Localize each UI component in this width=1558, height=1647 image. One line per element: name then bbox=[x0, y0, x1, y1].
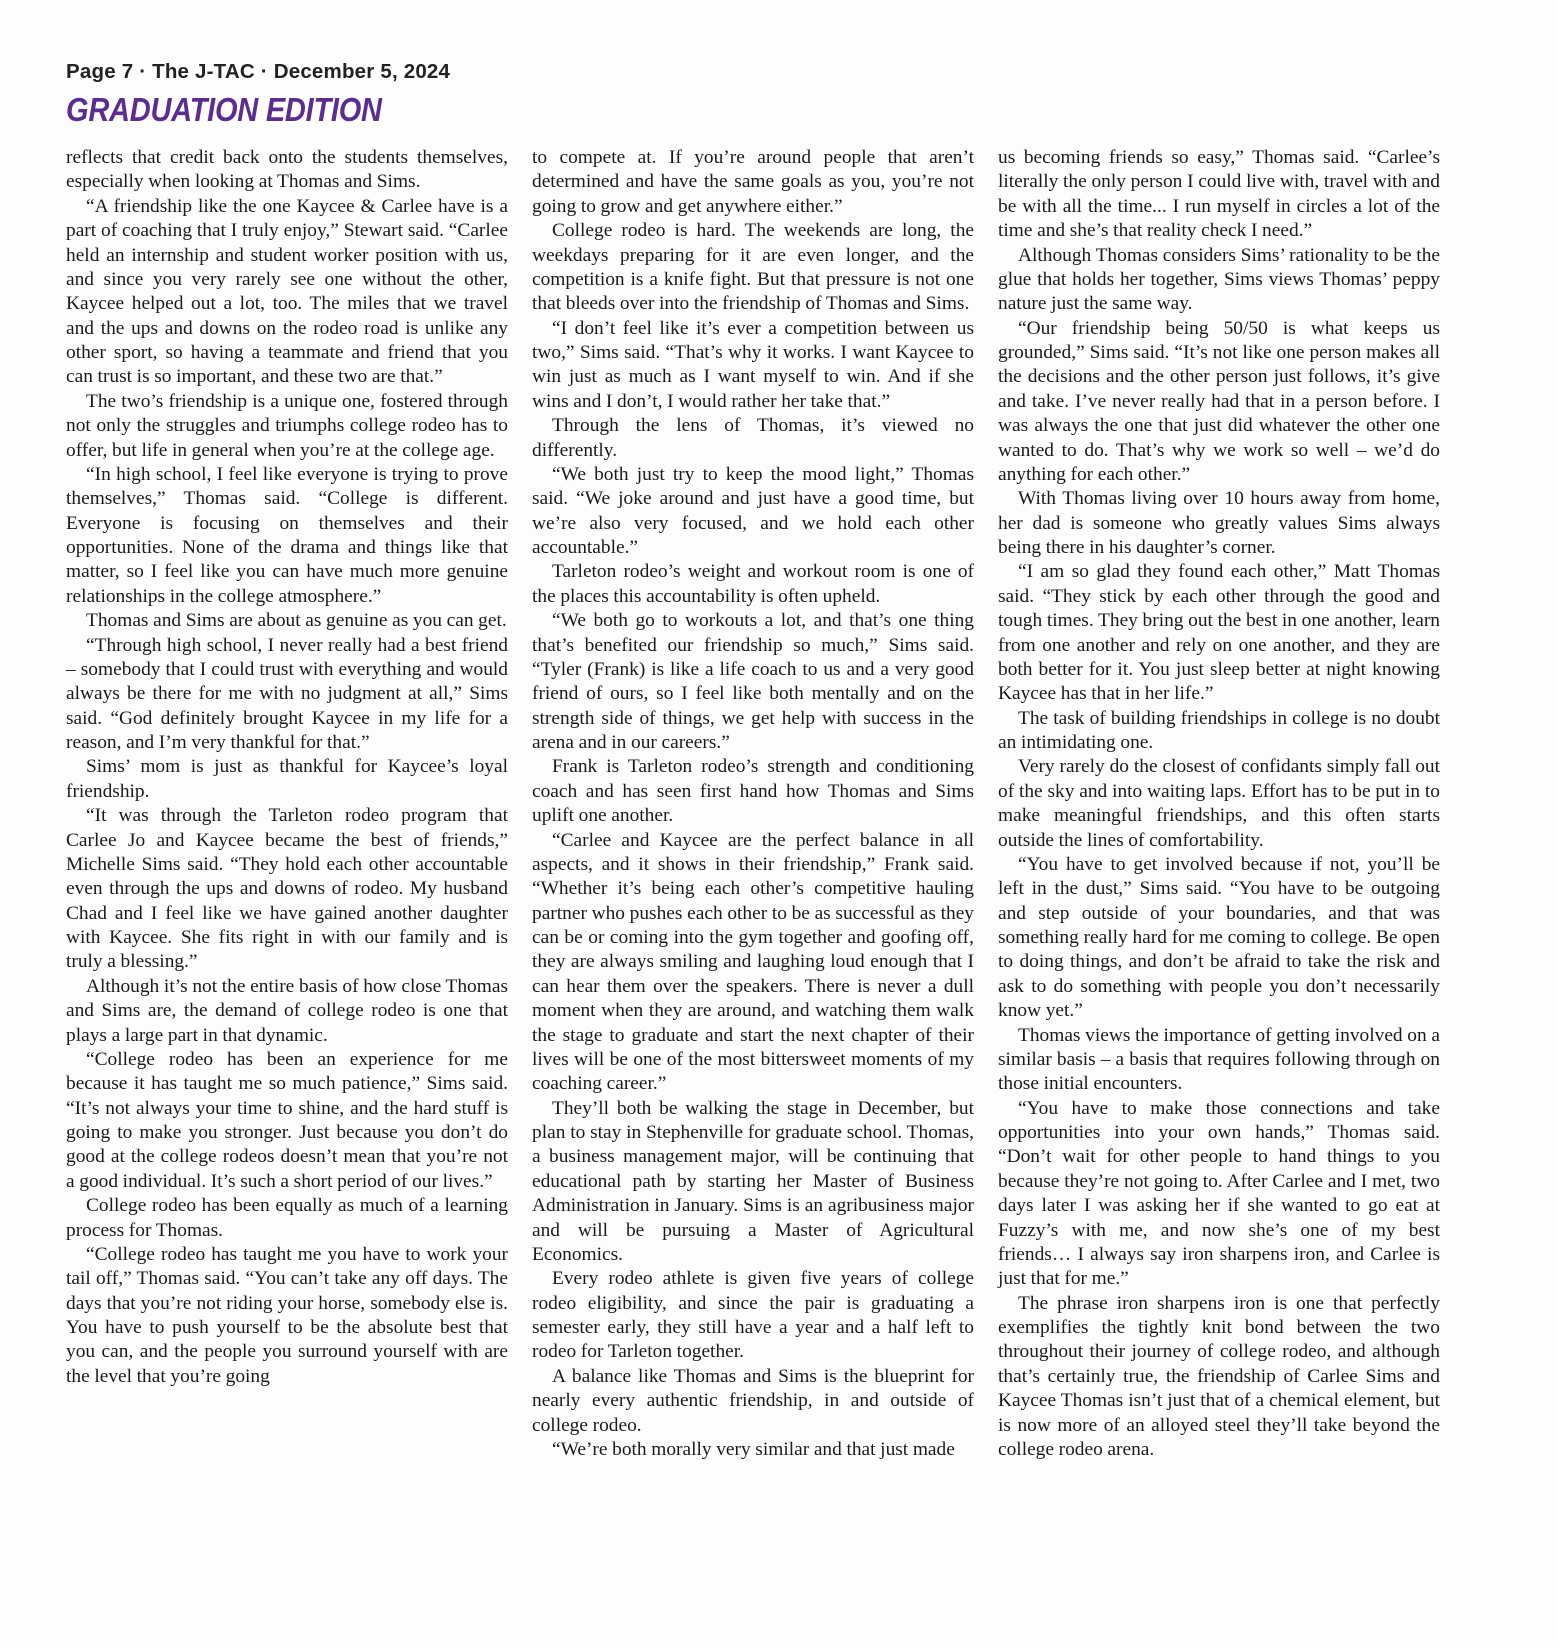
article-paragraph: Every rodeo athlete is given five years of college rodeo eligibility, and since the pair is graduating a semester early, they still have a year and a half left to rodeo for Tarleton together. bbox=[532, 1268, 974, 1363]
article-paragraph: The two’s friendship is a unique one, fostered through not only the struggles and triumphs college rodeo has to offer, but life in general when you’re at the college age. bbox=[66, 390, 508, 461]
article-paragraph: “I am so glad they found each other,” Matt Thomas said. “They stick by each other through the good and tough times. They bring out the best in one another, learn from one another and rely on one another, and they are both better for it. You just sleep better at night knowing Kaycee has that in her life.” bbox=[998, 561, 1440, 705]
article-paragraph: “You have to make those connections and take opportunities into your own hands,” Thomas said. “Don’t wait for other people to hand things to you because they’re not going to. After Carlee and I met, two days later I was asking her if she wanted to go eat at Fuzzy’s with me, and now she’s one of my best friends… I always say iron sharpens iron, and Carlee is just that for me.” bbox=[998, 1097, 1440, 1290]
article-column-2 bbox=[532, 146, 974, 1462]
article-paragraph: Very rarely do the closest of confidants simply fall out of the sky and into waiting laps. Effort has to be put in to make meaningful friendships, and this often starts outside the lines of comfortability. bbox=[998, 756, 1440, 851]
article-paragraph: us becoming friends so easy,” Thomas said. “Carlee’s literally the only person I could live with, travel with and be with all the time... I run myself in circles a lot of the time and she’s that reality check I need.” bbox=[998, 147, 1440, 242]
article-paragraph: “We both just try to keep the mood light,” Thomas said. “We joke around and just have a good time, but we’re also very focused, and we hold each other accountable.” bbox=[532, 463, 974, 558]
article-paragraph: reflects that credit back onto the students themselves, especially when looking at Thomas and Sims. bbox=[66, 147, 508, 193]
article-paragraph: “We’re both morally very similar and that just made bbox=[552, 1438, 955, 1460]
article-columns bbox=[66, 146, 1492, 1606]
article-paragraph: to compete at. If you’re around people that aren’t determined and have the same goals as you, you’re not going to grow and get anywhere either.” bbox=[532, 147, 974, 217]
article-paragraph: The task of building friendships in college is no doubt an intimidating one. bbox=[998, 707, 1440, 753]
article-paragraph: Although Thomas considers Sims’ rationality to be the glue that holds her together, Sims views Thomas’ peppy nature just the same way. bbox=[998, 244, 1440, 315]
article-paragraph: “It was through the Tarleton rodeo program that Carlee Jo and Kaycee became the best of friends,” Michelle Sims said. “They hold each other accountable even through the ups and downs of rodeo. My husband Chad and I feel like we have gained another daughter with Kaycee. She fits right in with our family and is truly a blessing.” bbox=[66, 805, 508, 973]
article-paragraph: “Through high school, I never really had a best friend – somebody that I could trust with everything and would always be there for me with no judgment at all,” Sims said. “God definitely brought Kaycee in my life for a reason, and I’m very thankful for that.” bbox=[66, 634, 508, 753]
article-paragraph: College rodeo is hard. The weekends are long, the weekdays preparing for it are even longer, and the competition is a knife fight. But that pressure is not one that bleeds over into the friendship of Thomas and Sims. bbox=[532, 220, 974, 315]
article-column-1 bbox=[66, 146, 508, 1389]
page-dateline: Page 7 · The J-TAC · December 5, 2024 bbox=[66, 60, 451, 83]
article-paragraph: Although it’s not the entire basis of how close Thomas and Sims are, the demand of college rodeo is one that plays a large part in that dynamic. bbox=[66, 975, 508, 1046]
article-paragraph: “We both go to workouts a lot, and that’s one thing that’s benefited our friendship so much,” Sims said. “Tyler (Frank) is like a life coach to us and a very good friend of ours, so I feel like both mentally and on the strength side of things, we get help with success in the arena and in our careers.” bbox=[532, 610, 974, 753]
section-title: GRADUATION EDITION bbox=[66, 91, 382, 128]
article-paragraph: “College rodeo has been an experience for me because it has taught me so much patience,” Sims said. “It’s not always your time to shine, and the hard stuff is going to make you stronger. Just because you don’t do good at the college rodeos doesn’t mean that you’re not a good individual. It’s such a short period of our lives.” bbox=[66, 1048, 508, 1192]
article-paragraph: “Our friendship being 50/50 is what keeps us grounded,” Sims said. “It’s not like one person makes all the decisions and the other person just follows, it’s give and take. I’ve never really had that in a person before. I was always the one that just did whatever the other one wanted to do. That’s why we work so well – we’d do anything for each other.” bbox=[998, 317, 1440, 485]
article-paragraph: Through the lens of Thomas, it’s viewed no differently. bbox=[532, 415, 974, 461]
article-paragraph: A balance like Thomas and Sims is the blueprint for nearly every authentic friendship, in and outside of college rodeo. bbox=[532, 1365, 974, 1436]
article-paragraph: “In high school, I feel like everyone is trying to prove themselves,” Thomas said. “College is different. Everyone is focusing on themselves and their opportunities. None of the drama and things like that matter, so I feel like you can have much more genuine relationships in the college atmosphere.” bbox=[66, 463, 508, 607]
article-paragraph: “Carlee and Kaycee are the perfect balance in all aspects, and it shows in their friendship,” Frank said. “Whether it’s being each other’s competitive hauling partner who pushes each other to be as successful as they can be or coming into the gym together and goofing off, they are always smiling and laughing loud enough that I can hear them over the speakers. There is never a dull moment when they are around, and watching them walk the stage to graduate and start the next chapter of their lives will be one of the most bittersweet moments of my coaching career.” bbox=[532, 829, 974, 1095]
article-paragraph: The phrase iron sharpens iron is one that perfectly exemplifies the tightly knit bond between the two throughout their journey of college rodeo, and although that’s certainly true, the friendship of Carlee Sims and Kaycee Thomas isn’t just that of a chemical element, but is now more of an alloyed steel they’ll take beyond the college rodeo arena. bbox=[998, 1292, 1440, 1460]
article-paragraph: Thomas views the importance of getting involved on a similar basis – a basis that requires following through on those initial encounters. bbox=[998, 1024, 1440, 1095]
article-paragraph: Sims’ mom is just as thankful for Kaycee’s loyal friendship. bbox=[66, 756, 508, 802]
article-paragraph: “A friendship like the one Kaycee & Carlee have is a part of coaching that I truly enjoy,” Stewart said. “Carlee held an internship and student worker position with us, and since you very rarely see one without the other, Kaycee helped out a lot, too. The miles that we travel and the ups and downs on the rodeo road is unlike any other sport, so having a teammate and friend that you can trust is so important, and these two are that.” bbox=[66, 195, 508, 388]
article-column-3 bbox=[998, 146, 1440, 1462]
article-paragraph: Thomas and Sims are about as genuine as you can get. bbox=[86, 610, 507, 632]
article-paragraph: Frank is Tarleton rodeo’s strength and conditioning coach and has seen first hand how Thomas and Sims uplift one another. bbox=[532, 756, 974, 827]
masthead bbox=[66, 60, 1466, 126]
article-paragraph: College rodeo has been equally as much of a learning process for Thomas. bbox=[66, 1195, 508, 1241]
article-paragraph: “College rodeo has taught me you have to work your tail off,” Thomas said. “You can’t take any off days. The days that you’re not riding your horse, somebody else is. You have to push yourself to be the absolute best that you can, and the people you surround yourself with are the level that you’re going bbox=[66, 1243, 508, 1387]
article-paragraph: With Thomas living over 10 hours away from home, her dad is someone who greatly values Sims always being there in his daughter’s corner. bbox=[998, 488, 1440, 558]
article-paragraph: “I don’t feel like it’s ever a competition between us two,” Sims said. “That’s why it works. I want Kaycee to win just as much as I want myself to win. And if she wins and I don’t, I would rather her take that.” bbox=[532, 317, 974, 412]
article-paragraph: They’ll both be walking the stage in December, but plan to stay in Stephenville for graduate school. Thomas, a business management major, will be continuing that educational path by starting her Master of Business Administration in January. Sims is an agribusiness major and will be pursuing a Master of Agricultural Economics. bbox=[532, 1097, 974, 1265]
article-paragraph: Tarleton rodeo’s weight and workout room is one of the places this accountability is often upheld. bbox=[532, 561, 974, 607]
article-paragraph: “You have to get involved because if not, you’ll be left in the dust,” Sims said. “You have to be outgoing and step outside of your boundaries, and that was something really hard for me coming to college. Be open to doing things, and don’t be afraid to take the risk and ask to do something with people you don’t necessarily know yet.” bbox=[998, 853, 1440, 1022]
